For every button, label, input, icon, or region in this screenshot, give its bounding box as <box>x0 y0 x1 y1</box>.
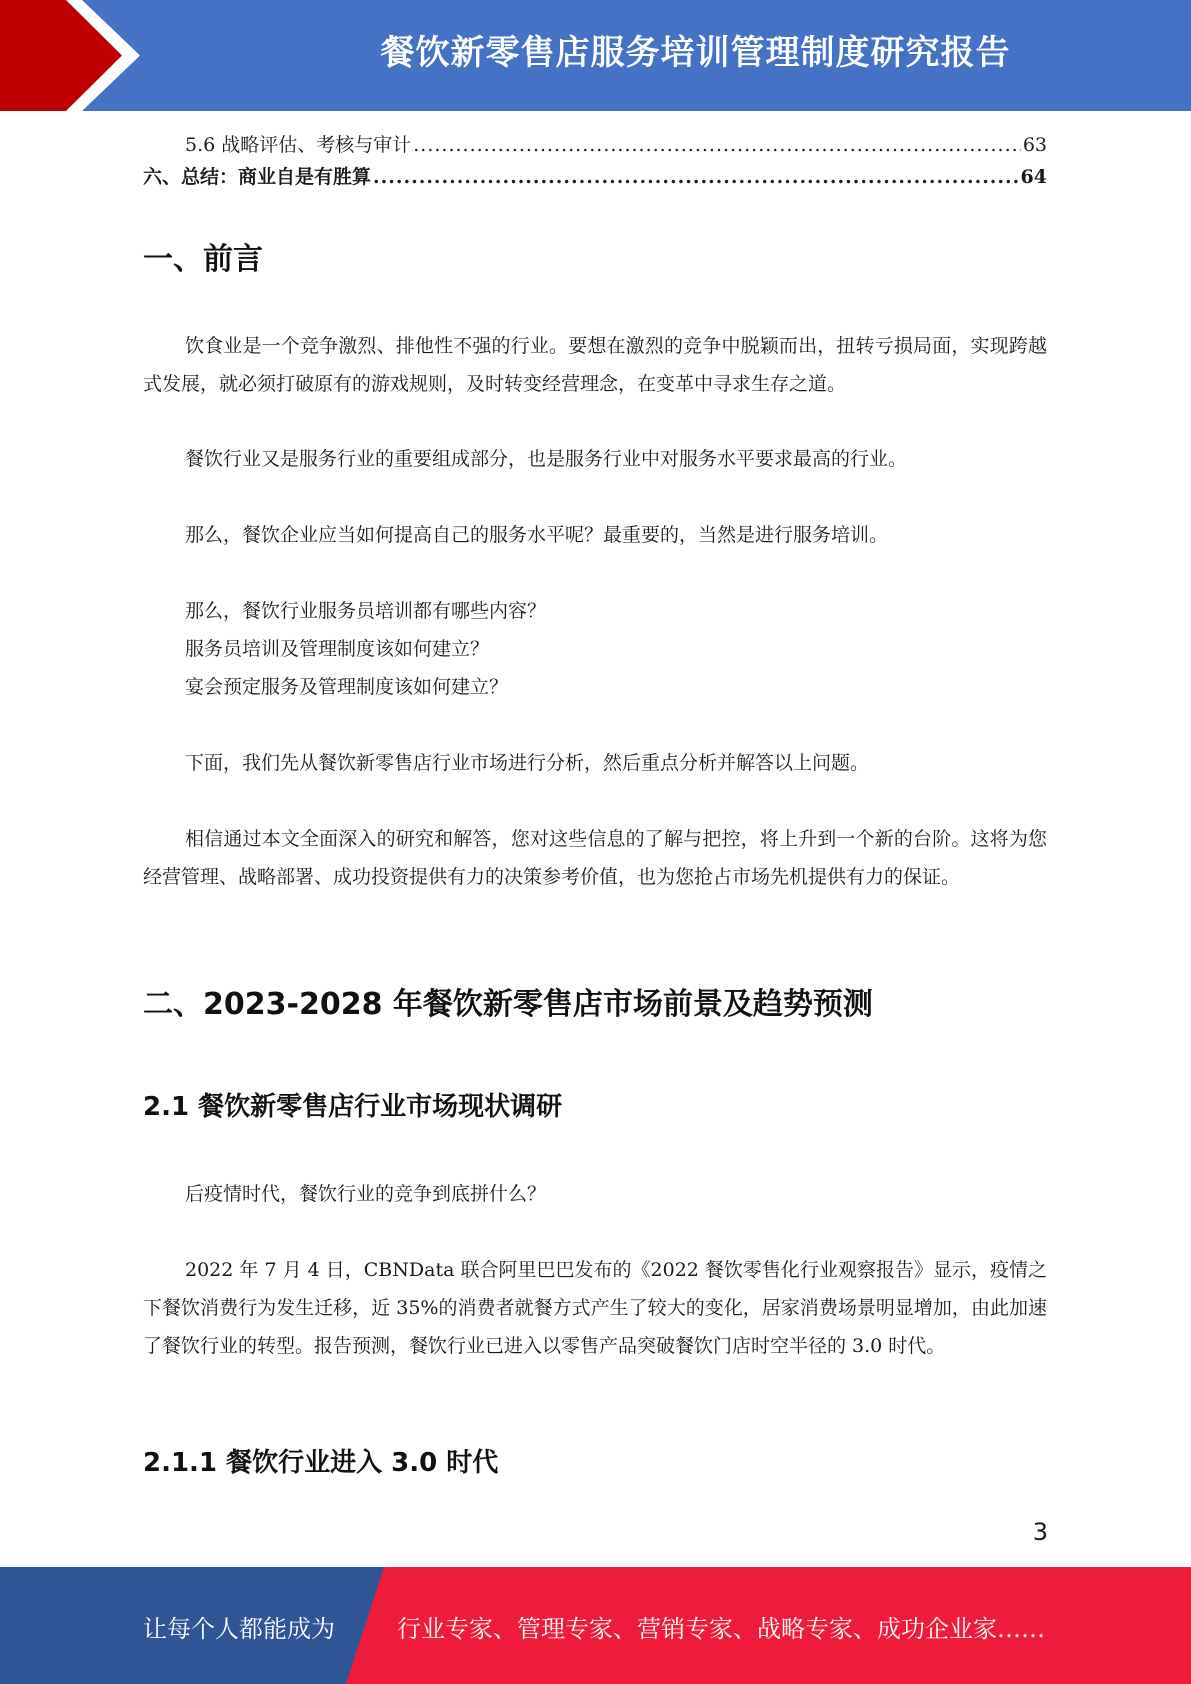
paragraph: 服务员培训及管理制度该如何建立？ <box>185 638 490 660</box>
toc-page: 63 <box>1022 134 1047 156</box>
page-footer <box>0 1567 1191 1684</box>
header-title: 餐饮新零售店服务培训管理制度研究报告 <box>380 33 1011 73</box>
paragraph: 那么，餐饮企业应当如何提高自己的服务水平呢？最重要的，当然是进行服务培训。 <box>185 524 889 546</box>
toc-entry[interactable] <box>143 130 1047 157</box>
section-heading: 二、2023-2028 年餐饮新零售店市场前景及趋势预测 <box>143 987 873 1022</box>
page-number: 3 <box>1032 1518 1048 1546</box>
page-header <box>0 0 1191 111</box>
toc-page: 64 <box>1020 166 1047 188</box>
paragraph: 相信通过本文全面深入的研究和解答，您对这些信息的了解与把控，将上升到一个新的台阶。这将为您经营管理、战略部署、成功投资提供有力的决策参考价值，也为您抢占市场先机提供有力的保证。 <box>143 828 1047 888</box>
paragraph: 餐饮行业又是服务行业的重要组成部分，也是服务行业中对服务水平要求最高的行业。 <box>185 448 908 470</box>
paragraph: 2022 年 7 月 4 日，CBNData 联合阿里巴巴发布的《2022 餐饮零售化行业观察报告》显示，疫情之下餐饮消费行为发生迁移，近 35%的消费者就餐方式产生了较大的变化，居家消费场景明显增加，由此加速了餐饮行业的转型。报告预测，餐饮行业已进入以零售产品突破餐饮门店时空半径的 3.0 时代。 <box>143 1259 1047 1357</box>
paragraph: 那么，餐饮行业服务员培训都有哪些内容？ <box>185 600 547 622</box>
toc-entry[interactable] <box>143 162 1047 189</box>
header-arrow-decoration <box>0 0 152 111</box>
footer-slogan-right: 行业专家、管理专家、营销专家、战略专家、成功企业家…… <box>397 1615 1045 1643</box>
section-heading: 一、前言 <box>143 242 263 277</box>
toc-leader <box>413 134 1021 156</box>
footer-slogan-left: 让每个人都能成为 <box>143 1615 335 1643</box>
paragraph: 饮食业是一个竞争激烈、排他性不强的行业。要想在激烈的竞争中脱颖而出，扭转亏损局面，实现跨越式发展，就必须打破原有的游戏规则，及时转变经营理念，在变革中寻求生存之道。 <box>143 335 1047 395</box>
subsection-heading: 2.1.1 餐饮行业进入 3.0 时代 <box>143 1448 499 1478</box>
paragraph: 下面，我们先从餐饮新零售店行业市场进行分析，然后重点分析并解答以上问题。 <box>185 752 870 774</box>
subsection-heading: 2.1 餐饮新零售店行业市场现状调研 <box>143 1092 563 1122</box>
toc-label: 六、总结：商业自是有胜算 <box>143 166 372 188</box>
toc-leader <box>373 166 1019 188</box>
paragraph: 后疫情时代，餐饮行业的竞争到底拼什么？ <box>185 1183 547 1205</box>
toc-label: 5.6 战略评估、考核与审计 <box>185 134 412 156</box>
paragraph: 宴会预定服务及管理制度该如何建立？ <box>185 676 509 698</box>
